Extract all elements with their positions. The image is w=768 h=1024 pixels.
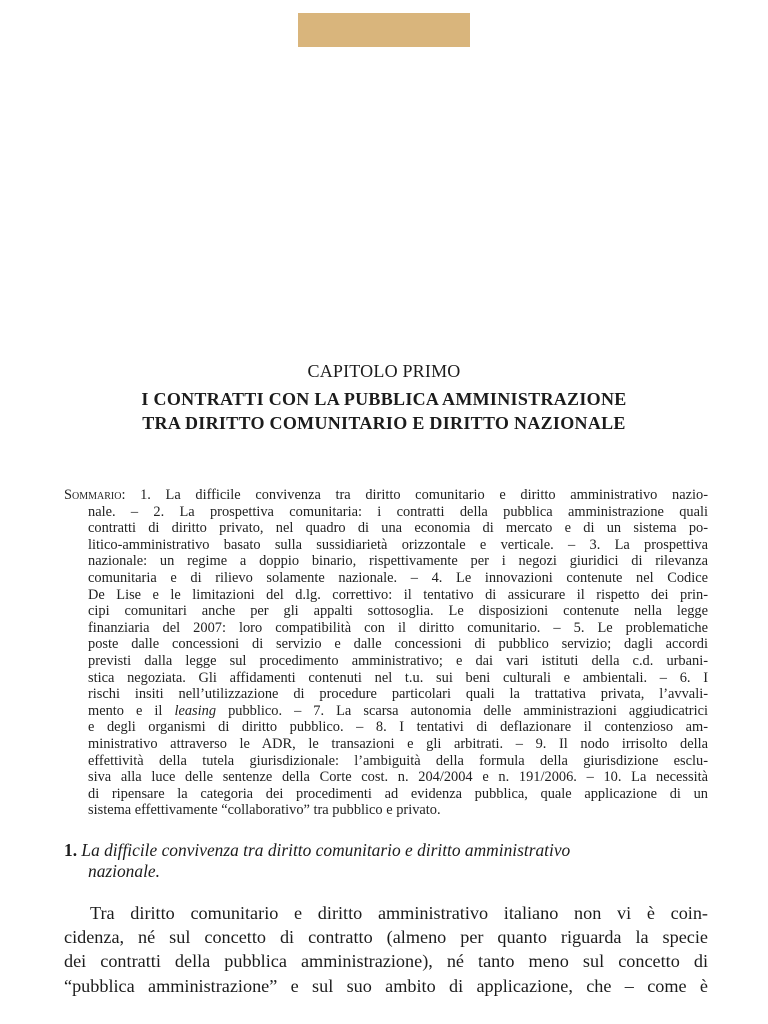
chapter-summary [64,487,708,819]
summary-line: nazionale: un regime a doppio binario, rispettivamente per i negozi giuridici di rilevanza [88,553,708,570]
summary-line: sistema effettivamente “collaborativo” tra pubblico e privato. [88,802,441,819]
summary-line: stica negoziata. Gli affidamenti contenuti nel t.u. sui beni culturali e ambientali. – 6. I [88,669,708,686]
section-heading-line-2 [64,861,708,882]
body-line: cidenza, né sul concetto di contratto (almeno per quanto riguarda la specie [64,927,708,948]
summary-line: finanziaria del 2007: loro compatibilità con il diritto comunitario. – 5. Le problematiche [88,619,708,636]
summary-line: contratti di diritto privato, nel quadro di una economia di mercato e di un sistema po- [88,520,708,537]
chapter-title-line-2: TRA DIRITTO COMUNITARIO E DIRITTO NAZIONALE [142,413,626,433]
summary-line: cipi comunitari anche per gli appalti sottosoglia. Le disposizioni contenute nella legge [88,603,708,620]
summary-line: De Lise e le limitazioni del d.lg. correttivo: il tentativo di assicurare il rispetto dei prin- [88,586,708,603]
section-title-part-1: La difficile convivenza tra diritto comunitario e diritto amministrativo [77,840,571,860]
chapter-label: CAPITOLO PRIMO [307,361,461,381]
summary-line: e degli organismi di diritto pubblico. – 8. I tentativi di deflazionare il contenzioso am- [88,719,708,736]
summary-line: rischi insiti nell’utilizzazione di procedure particolari quali la trattativa privata, l’avvali- [88,686,708,703]
body-line: “pubblica amministrazione” e sul suo ambito di applicazione, che – come è [64,975,708,996]
chapter-title-line-1: I CONTRATTI CON LA PUBBLICA AMMINISTRAZIONE [141,389,627,409]
header-color-tab [298,13,470,47]
summary-line: siva alla luce delle sentenze della Corte cost. n. 204/2004 e n. 191/2006. – 10. La necessità [88,769,708,786]
section-heading [64,840,708,882]
summary-line: nale. – 2. La prospettiva comunitaria: i contratti della pubblica amministrazione quali [88,503,708,520]
summary-label: Sommario: [64,487,126,503]
section-title-part-2: nazionale. [88,861,160,881]
section-heading-line-1 [64,840,708,861]
summary-line: comunitaria e di rilievo solamente nazionale. – 4. Le innovazioni contenute nel Codice [88,569,708,586]
summary-italic-term: leasing [174,702,217,719]
body-line: Tra diritto comunitario e diritto amministrativo italiano non vi è coin- [90,903,708,923]
chapter-title [0,387,768,435]
section-number: 1. [64,840,78,860]
summary-line: litico-amministrativo basato sulla sussidiarietà orizzontale e verticale. – 3. La prospettiva [88,536,708,553]
body-line: dei contratti della pubblica amministrazione), né tanto meno sul concetto di [64,951,708,972]
body-paragraph [64,901,708,998]
summary-line: Sommario: 1. La difficile convivenza tra diritto comunitario e diritto amministrativo nazio- [64,487,708,503]
summary-line: effettività della tutela giurisdizionale: l’ambiguità della formula della giurisdizione esclu- [88,752,708,769]
summary-line: previsti dalla legge sul procedimento amministrativo; e dai vari istituti della c.d. urbani- [88,652,708,669]
summary-line: ministrativo attraverso le ADR, le transazioni e gli arbitrati. – 9. Il nodo irrisolto della [88,735,708,752]
summary-line: poste dalle concessioni di servizio e dalle concessioni di pubblico servizio; dagli accordi [88,636,708,653]
summary-line: mento e il leasing pubblico. – 7. La scarsa autonomia delle amministrazioni aggiudicatrici [88,702,708,719]
summary-line: di ripensare la categoria dei procedimenti ad evidenza pubblica, quale applicazione di un [88,785,708,802]
